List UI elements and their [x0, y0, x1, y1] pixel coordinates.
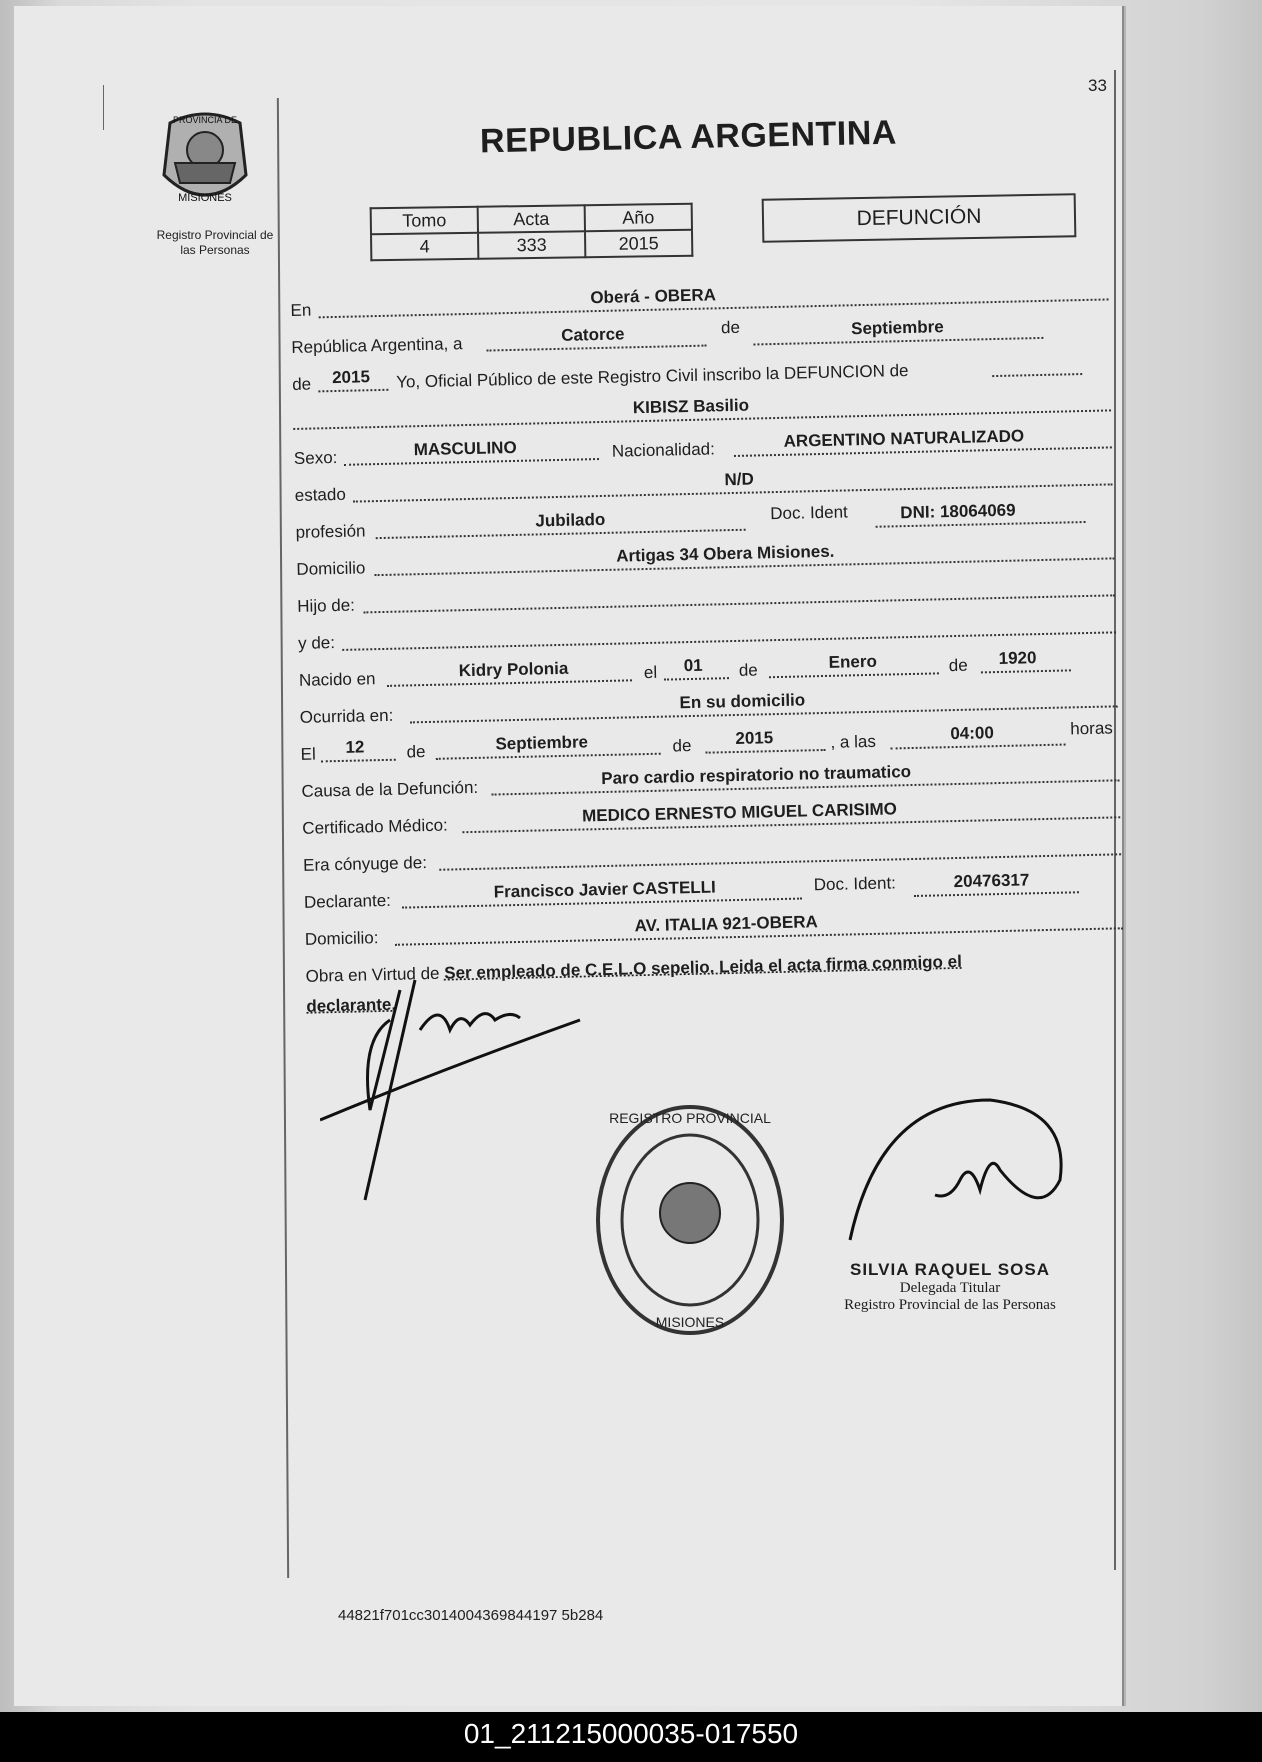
table-header: Tomo: [371, 207, 478, 234]
field-value-death-year: 2015: [735, 728, 774, 749]
field-value-birth-month: Enero: [828, 651, 878, 672]
field-value-certificado: MEDICO ERNESTO MIGUEL CARISIMO: [581, 799, 898, 826]
field-label: Doc. Ident: [770, 502, 848, 524]
field-value-year: 2015: [331, 367, 371, 388]
field-label: horas: [1070, 718, 1113, 739]
svg-text:MISIONES: MISIONES: [178, 192, 232, 204]
field-label: de: [672, 736, 692, 756]
field-label: Domicilio: [296, 558, 366, 579]
field-value-doc: DNI: 18064069: [900, 500, 1016, 523]
dotted-line: [769, 672, 939, 678]
signatory-office: Registro Provincial de las Personas: [844, 1297, 1056, 1313]
dotted-line: [706, 749, 826, 754]
table-header: Año: [585, 204, 692, 231]
signatory-name: SILVIA RAQUEL SOSA: [850, 1260, 1050, 1279]
field-value-birth-year: 1920: [998, 648, 1037, 669]
signature-block: [800, 1260, 1100, 1314]
svg-text:MISIONES: MISIONES: [655, 1314, 725, 1330]
field-label: Era cónyuge de:: [302, 853, 428, 875]
document-hash: 44821f701cc3014004369844197 5b284: [338, 1607, 604, 1624]
field-label: República Argentina, a: [291, 334, 463, 357]
table-cell: 4: [371, 233, 478, 260]
fold-mark-line: [103, 85, 104, 130]
signatory-role: Delegada Titular: [899, 1280, 1001, 1296]
field-value-domicilio: Artigas 34 Obera Misiones.: [615, 541, 835, 566]
table-cell: 333: [478, 231, 585, 258]
registry-label-line2: las Personas: [180, 243, 250, 257]
registry-label: [120, 228, 310, 258]
field-label: de: [292, 374, 312, 394]
field-label: Domicilio:: [304, 928, 379, 949]
field-value-obra: Ser empleado de C.E.L.O sepelio. Leida el acta firma conmigo el: [444, 951, 963, 983]
field-value-profesion: Jubilado: [535, 509, 606, 531]
dotted-line: [981, 669, 1071, 673]
tomo-acta-ano-table: [370, 203, 694, 262]
page-number: 33: [1088, 76, 1107, 95]
field-label: Ocurrida en:: [299, 705, 394, 727]
dotted-line: [664, 677, 729, 680]
field-value-doc2: 20476317: [953, 870, 1030, 892]
field-label: de: [948, 655, 968, 676]
field-value-month: Septiembre: [850, 317, 944, 339]
field-value-sexo: MASCULINO: [413, 437, 517, 460]
field-label: Hijo de:: [297, 595, 356, 616]
field-label: Yo, Oficial Público de este Registro Civil inscribo la DEFUNCION de: [395, 360, 909, 392]
dotted-line: [992, 373, 1082, 377]
field-label: Obra en Virtud de: [305, 963, 440, 986]
field-label: estado: [294, 484, 347, 505]
field-value-declarante: Francisco Javier CASTELLI: [493, 877, 716, 902]
field-value-death-month: Septiembre: [495, 732, 589, 754]
field-label: profesión: [295, 521, 366, 542]
field-label: Nacido en: [298, 669, 376, 690]
registry-label-line1: Registro Provincial de: [156, 228, 274, 242]
death-record-form: [290, 267, 1136, 1019]
field-value-obra-2: declarante.: [306, 994, 397, 1016]
field-value-day: Catorce: [560, 324, 625, 345]
field-value-nacionalidad: ARGENTINO NATURALIZADO: [783, 426, 1025, 451]
field-label: Certificado Médico:: [302, 815, 449, 838]
field-value-birth-day: 01: [683, 655, 703, 676]
table-cell: 2015: [585, 230, 692, 257]
table-header: Acta: [478, 205, 585, 232]
field-value-death-day: 12: [345, 737, 365, 757]
svg-text:PROVINCIA DE: PROVINCIA DE: [172, 115, 238, 125]
record-type-box: DEFUNCIÓN: [762, 193, 1077, 242]
field-label: el: [643, 662, 658, 683]
field-value-nacido: Kidry Polonia: [458, 658, 569, 681]
field-label: y de:: [297, 633, 336, 653]
official-stamp: [585, 1095, 795, 1345]
dotted-line: [914, 891, 1079, 897]
province-seal-logo: [150, 105, 260, 215]
dotted-line: [321, 759, 396, 763]
field-label: El: [300, 744, 316, 764]
field-label: Declarante:: [303, 890, 392, 912]
field-value-ocurrida: En su domicilio: [679, 690, 806, 713]
dotted-line: [891, 744, 1066, 750]
official-signature: [840, 1090, 1080, 1250]
scan-file-id: 01_211215000035-017550: [463, 1718, 799, 1749]
field-label: , a las: [830, 731, 877, 752]
declarant-signature: [320, 960, 610, 1220]
field-label: de: [406, 742, 426, 762]
field-value-name: KIBISZ Basilio: [632, 395, 750, 418]
field-label: En: [290, 300, 312, 320]
svg-text:REGISTRO PROVINCIAL: REGISTRO PROVINCIAL: [609, 1110, 771, 1126]
field-value-death-time: 04:00: [950, 723, 995, 744]
document-title: REPUBLICA ARGENTINA: [479, 113, 898, 161]
field-label: Causa de la Defunción:: [301, 777, 479, 801]
dotted-line: [318, 389, 388, 393]
field-value-estado: N/D: [724, 469, 754, 490]
field-label: de: [738, 660, 758, 680]
field-label: Nacionalidad:: [611, 439, 716, 461]
field-value-en: Oberá - OBERA: [590, 285, 717, 308]
field-label: de: [720, 317, 741, 338]
field-value-causa: Paro cardio respiratorio no traumatico: [601, 762, 912, 789]
field-label: Doc. Ident:: [813, 873, 897, 895]
field-value-domicilio2: AV. ITALIA 921-OBERA: [634, 912, 819, 936]
field-label: Sexo:: [293, 447, 338, 468]
